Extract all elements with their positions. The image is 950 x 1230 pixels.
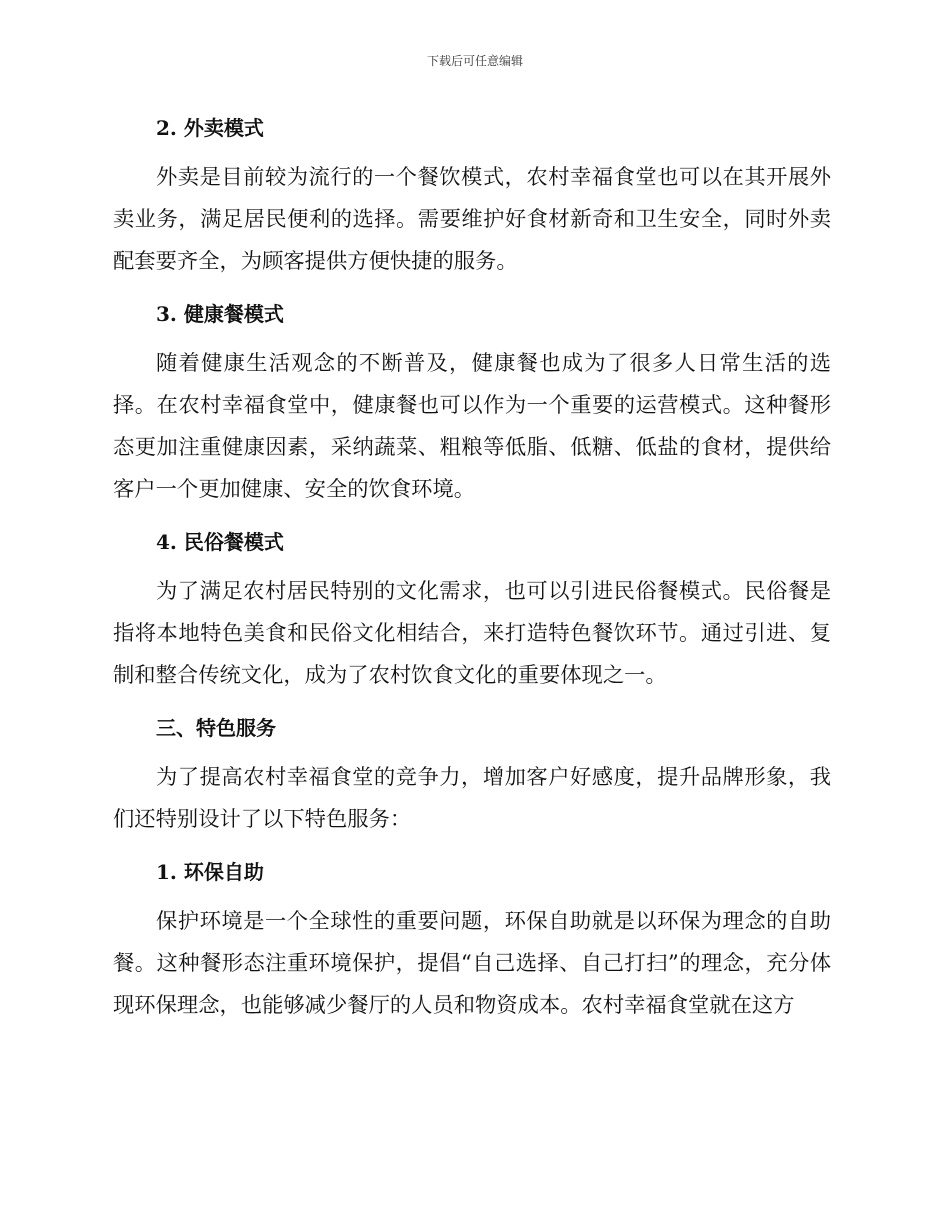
section-heading-folk-meal: 4. 民俗餐模式 (156, 530, 284, 554)
paragraph-eco-buffet: 保护环境是一个全球性的重要问题，环保自助就是以环保为理念的自助餐。这种餐形态注重环境保护，提倡“自己选择、自己打扫”的理念，充分体现环保理念，也能够减少餐厅的人员和物资成本。农村幸福食堂就在这方 (113, 909, 831, 1018)
section-heading-special-services: 三、特色服务 (156, 716, 276, 740)
paragraph-healthy-meal: 随着健康生活观念的不断普及，健康餐也成为了很多人日常生活的选择。在农村幸福食堂中，健康餐也可以作为一个重要的运营模式。这种餐形态更加注重健康因素，采纳蔬菜、粗粮等低脂、低糖、低盐的食材，提供给客户一个更加健康、安全的饮食环境。 (113, 351, 831, 502)
document-body (113, 107, 831, 1037)
paragraph-takeout: 外卖是目前较为流行的一个餐饮模式，农村幸福食堂也可以在其开展外卖业务，满足居民便利的选择。需要维护好食材新奇和卫生安全，同时外卖配套要齐全，为顾客提供方便快捷的服务。 (113, 165, 831, 274)
section-heading-eco-buffet: 1. 环保自助 (156, 860, 264, 884)
paragraph-special-services: 为了提高农村幸福食堂的竞争力，增加客户好感度，提升品牌形象，我们还特别设计了以下特色服务： (113, 765, 831, 832)
section-heading-takeout: 2. 外卖模式 (156, 116, 264, 140)
page-header: 下载后可任意编辑 (426, 54, 523, 68)
section-heading-healthy-meal: 3. 健康餐模式 (156, 302, 284, 326)
paragraph-folk-meal: 为了满足农村居民特别的文化需求，也可以引进民俗餐模式。民俗餐是指将本地特色美食和民俗文化相结合，来打造特色餐饮环节。通过引进、复制和整合传统文化，成为了农村饮食文化的重要体现之一。 (113, 579, 831, 688)
